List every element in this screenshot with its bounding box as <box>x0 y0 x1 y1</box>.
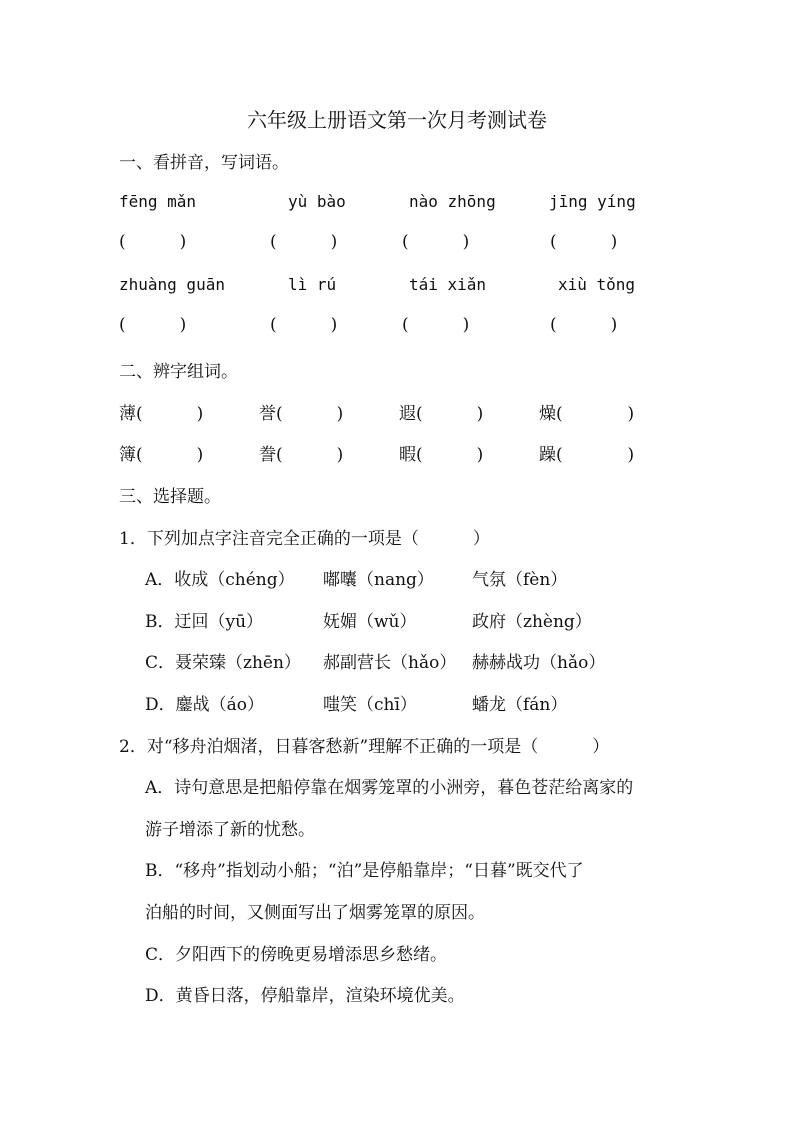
char-word-item[interactable]: 誉( ) <box>259 404 344 424</box>
char-word-item[interactable]: 誊( ) <box>259 445 344 465</box>
q2-option-a[interactable]: A．诗句意思是把船停靠在烟雾笼罩的小洲旁，暮色苍茫给离家的 <box>145 778 634 798</box>
answer-blank[interactable]: ( ) <box>119 315 187 335</box>
char-word-item[interactable]: 躁( ) <box>539 445 635 465</box>
section3-heading: 三、选择题。 <box>119 487 221 507</box>
q1-option-a-word2: 嘟囔（nang） <box>323 570 434 590</box>
pinyin-yubao: yù bào <box>288 192 346 211</box>
char-word-item[interactable]: 薄( ) <box>119 404 204 424</box>
answer-blank[interactable]: ( ) <box>550 315 618 335</box>
q2-option-b-cont: 泊船的时间，又侧面写出了烟雾笼罩的原因。 <box>145 903 485 923</box>
q2-option-b[interactable]: B．“移舟”指划动小船；“泊”是停船靠岸；“日暮”既交代了 <box>145 861 584 881</box>
q1-option-d-word2: 嗤笑（chī） <box>323 695 417 715</box>
q1-option-b-word3: 政府（zhèng） <box>472 612 592 632</box>
q1-option-d[interactable]: D．鏖战（áo） <box>145 695 264 715</box>
char-word-item[interactable]: 簿( ) <box>119 445 204 465</box>
q2-option-d[interactable]: D．黄昏日落，停船靠岸，渲染环境优美。 <box>145 986 465 1006</box>
question-1-stem: 1．下列加点字注音完全正确的一项是（ ） <box>119 529 490 549</box>
q1-option-b[interactable]: B．迂回（yū） <box>145 612 264 632</box>
q1-option-c[interactable]: C．聂荣臻（zhēn） <box>145 653 301 673</box>
answer-blank[interactable]: ( ) <box>402 232 470 252</box>
pinyin-fengman: fēng mǎn <box>119 192 197 211</box>
q1-option-c-word2: 郝副营长（hǎo） <box>323 653 457 673</box>
q1-option-d-word3: 蟠龙（fán） <box>472 695 568 715</box>
question-2-stem: 2．对“移舟泊烟渚，日暮客愁新”理解不正确的一项是（ ） <box>119 737 610 757</box>
q1-option-b-word2: 妩媚（wǔ） <box>323 612 417 632</box>
q1-option-a[interactable]: A．收成（chéng） <box>145 570 295 590</box>
pinyin-xiutong: xiù tǒng <box>558 275 636 294</box>
answer-blank[interactable]: ( ) <box>270 232 338 252</box>
answer-blank[interactable]: ( ) <box>270 315 338 335</box>
q1-option-a-word3: 气氛（fèn） <box>472 570 568 590</box>
char-word-item[interactable]: 遐( ) <box>399 404 484 424</box>
section2-heading: 二、辨字组词。 <box>119 362 238 382</box>
char-word-item[interactable]: 暇( ) <box>399 445 484 465</box>
answer-blank[interactable]: ( ) <box>550 232 618 252</box>
q1-option-c-word3: 赫赫战功（hǎo） <box>472 653 606 673</box>
answer-blank[interactable]: ( ) <box>402 315 470 335</box>
pinyin-jingying: jīng yíng <box>549 192 636 211</box>
q2-option-c[interactable]: C．夕阳西下的傍晚更易增添思乡愁绪。 <box>145 945 448 965</box>
page-title: 六年级上册语文第一次月考测试卷 <box>247 108 547 132</box>
pinyin-taixian: tái xiǎn <box>409 275 487 294</box>
section1-heading: 一、看拼音，写词语。 <box>119 153 289 173</box>
answer-blank[interactable]: ( ) <box>119 232 187 252</box>
q2-option-a-cont: 游子增添了新的忧愁。 <box>145 820 315 840</box>
pinyin-liru: lì rú <box>288 275 337 294</box>
char-word-item[interactable]: 燥( ) <box>539 404 635 424</box>
pinyin-zhuangguan: zhuàng guān <box>119 275 225 294</box>
pinyin-naozhong: nào zhōng <box>409 192 496 211</box>
